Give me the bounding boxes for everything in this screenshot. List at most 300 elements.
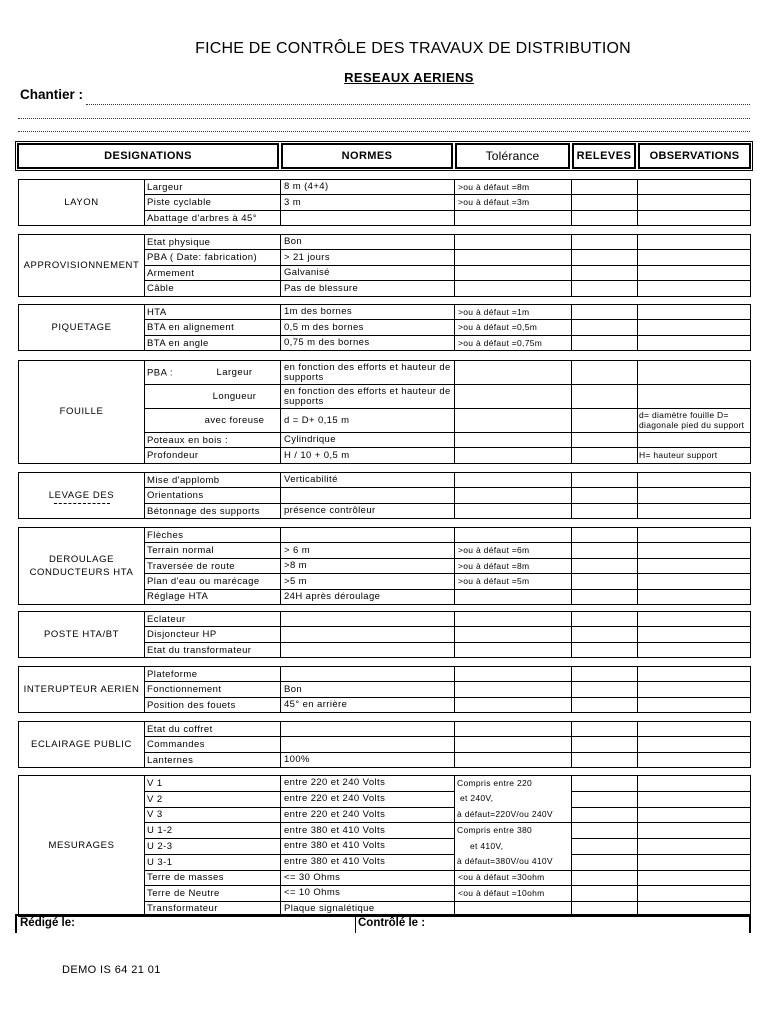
table-row <box>19 180 751 195</box>
tolerance-cell: >ou à défaut =0,5m <box>455 320 572 335</box>
normes-cell: Plaque signalétique <box>281 901 455 916</box>
section-label-mesurages <box>19 776 145 917</box>
releves-cell <box>572 320 638 335</box>
releves-cell <box>572 627 638 642</box>
normes-cell <box>281 737 455 752</box>
observations-cell <box>638 776 751 792</box>
designation-cell <box>145 574 281 589</box>
normes-cell: entre 220 et 240 Volts <box>281 776 455 792</box>
designation-text: PBA ( Date: fabrication) <box>147 252 258 264</box>
designation-text: Largeur <box>216 367 253 378</box>
observations-cell <box>638 697 751 712</box>
section-table-fouille <box>18 360 751 464</box>
designation-text: U 3-1 <box>147 856 173 868</box>
releves-cell <box>572 488 638 503</box>
tolerance-cell <box>455 361 572 385</box>
section-table-piquetage <box>18 304 751 351</box>
header-releves: RELEVES <box>572 143 636 169</box>
observations-cell <box>638 791 751 807</box>
observations-cell <box>638 839 751 855</box>
tolerance-cell <box>455 433 572 448</box>
tolerance-line: Compris entre 220 <box>457 778 533 788</box>
releves-cell <box>572 752 638 767</box>
normes-cell: Pas de blessure <box>281 281 455 296</box>
designation-cell <box>145 235 281 250</box>
tolerance-cell <box>455 682 572 697</box>
releves-cell <box>572 776 638 792</box>
section-label-poste-hta-bt <box>19 612 145 658</box>
designation-prefix: PBA : <box>147 367 174 378</box>
designation-cell <box>145 488 281 503</box>
releves-cell <box>572 433 638 448</box>
designation-cell <box>145 682 281 697</box>
releves-cell <box>572 737 638 752</box>
designation-text: Transformateur <box>147 903 218 915</box>
observations-cell <box>638 265 751 280</box>
tolerance-cell: >ou à défaut =1m <box>455 305 572 320</box>
tolerance-cell <box>455 488 572 503</box>
releves-cell <box>572 667 638 682</box>
observations-cell <box>638 558 751 573</box>
table-row <box>19 473 751 488</box>
normes-cell: > 6 m <box>281 543 455 558</box>
designation-text: Armement <box>147 267 195 279</box>
section-body <box>19 612 751 658</box>
releves-cell <box>572 543 638 558</box>
tolerance-cell <box>455 589 572 604</box>
normes-cell: <= 10 Ohms <box>281 886 455 901</box>
normes-cell <box>281 642 455 657</box>
table-row <box>19 612 751 627</box>
tolerance-cell: <ou à défaut =30ohm <box>455 870 572 885</box>
designation-cell <box>145 589 281 604</box>
normes-cell <box>281 488 455 503</box>
tolerance-cell <box>455 385 572 409</box>
section-label-interupteur-aerien <box>19 667 145 713</box>
designation-cell <box>145 752 281 767</box>
designation-cell <box>145 627 281 642</box>
normes-cell: en fonction des efforts et hauteur de supports <box>281 361 455 385</box>
normes-cell <box>281 528 455 543</box>
tolerance-cell <box>455 528 572 543</box>
section-table-eclairage-public <box>18 721 751 768</box>
redige-label: Rédigé le: <box>20 917 75 929</box>
section-table-poste-hta-bt <box>18 611 751 658</box>
normes-cell: 1m des bornes <box>281 305 455 320</box>
chantier-fill-line <box>86 104 750 105</box>
designation-text: U 2-3 <box>147 840 173 852</box>
observations-cell <box>638 305 751 320</box>
releves-cell <box>572 250 638 265</box>
designation-text: Etat du coffret <box>147 723 213 735</box>
header-designations: DESIGNATIONS <box>17 143 279 169</box>
designation-text: Abattage d'arbres à 45° <box>147 212 257 224</box>
designation-cell <box>145 667 281 682</box>
designation-cell <box>145 854 281 870</box>
tolerance-cell-merged <box>455 823 572 870</box>
designation-cell <box>145 210 281 225</box>
normes-cell: <= 30 Ohms <box>281 870 455 885</box>
designation-text: Fonctionnement <box>147 684 222 696</box>
releves-cell <box>572 807 638 823</box>
observations-cell <box>638 854 751 870</box>
designation-cell <box>145 503 281 518</box>
releves-cell <box>572 265 638 280</box>
observations-cell <box>638 543 751 558</box>
tolerance-cell <box>455 235 572 250</box>
designation-cell <box>145 473 281 488</box>
tolerance-cell <box>455 737 572 752</box>
footer-border-left <box>15 914 17 933</box>
section-label-piquetage <box>19 305 145 351</box>
section-table-interupteur-aerien <box>18 666 751 713</box>
observations-cell <box>638 210 751 225</box>
normes-cell: 3 m <box>281 195 455 210</box>
designation-cell <box>145 433 281 448</box>
designation-text: V 3 <box>147 809 163 821</box>
tolerance-cell <box>455 409 572 433</box>
tolerance-line: Compris entre 380 <box>457 825 533 836</box>
releves-cell <box>572 335 638 350</box>
section-table-layon <box>18 179 751 226</box>
designation-cell <box>145 791 281 807</box>
observations-cell <box>638 627 751 642</box>
designation-text: Bétonnage des supports <box>147 505 260 517</box>
releves-cell <box>572 361 638 385</box>
tolerance-cell: <ou à défaut =10ohm <box>455 886 572 901</box>
designation-cell <box>145 281 281 296</box>
tolerance-cell <box>455 627 572 642</box>
releves-cell <box>572 612 638 627</box>
observations-cell <box>638 488 751 503</box>
designation-text: Largeur <box>147 181 183 193</box>
observations-cell <box>638 385 751 409</box>
tolerance-cell <box>455 281 572 296</box>
designation-text: Disjoncteur HP <box>147 629 217 641</box>
designation-cell <box>145 722 281 737</box>
designation-cell <box>145 448 281 463</box>
releves-cell <box>572 305 638 320</box>
releves-cell <box>572 210 638 225</box>
tolerance-cell <box>455 503 572 518</box>
tolerance-line: à défaut=380V/ou 410V <box>457 856 553 867</box>
designation-cell <box>145 839 281 855</box>
tolerance-cell <box>455 612 572 627</box>
designation-cell <box>145 528 281 543</box>
section-label-line: ECLAIRAGE PUBLIC <box>31 739 132 751</box>
section-label-line: POSTE HTA/BT <box>43 629 120 641</box>
releves-cell <box>572 791 638 807</box>
observations-cell <box>638 361 751 385</box>
tolerance-cell <box>455 752 572 767</box>
section-label-line: INTERUPTEUR AERIEN <box>23 684 140 696</box>
observations-cell <box>638 642 751 657</box>
designation-cell <box>145 823 281 839</box>
designation-text: Piste cyclable <box>147 197 212 209</box>
designation-cell <box>145 320 281 335</box>
designation-text: Terrain normal <box>147 545 215 557</box>
releves-cell <box>572 682 638 697</box>
normes-cell <box>281 210 455 225</box>
tolerance-cell: >ou à défaut =8m <box>455 558 572 573</box>
normes-cell <box>281 667 455 682</box>
normes-cell: > 21 jours <box>281 250 455 265</box>
designation-text: Orientations <box>147 490 204 502</box>
designation-text: Mise d'applomb <box>147 474 220 486</box>
designation-text: Commandes <box>147 739 205 751</box>
designation-text: Lanternes <box>147 754 194 766</box>
normes-cell: entre 380 et 410 Volts <box>281 854 455 870</box>
releves-cell <box>572 574 638 589</box>
releves-cell <box>572 235 638 250</box>
section-label-fouille <box>19 361 145 464</box>
releves-cell <box>572 448 638 463</box>
section-label-layon <box>19 180 145 226</box>
section-label-eclairage-public <box>19 722 145 768</box>
section-body <box>19 722 751 768</box>
designation-text: HTA <box>147 306 167 318</box>
observations-cell <box>638 752 751 767</box>
normes-cell: d = D+ 0,15 m <box>281 409 455 433</box>
tolerance-cell <box>455 722 572 737</box>
section-table-approvisionnement <box>18 234 751 297</box>
designation-text: Poteaux en bois : <box>147 434 229 446</box>
releves-cell <box>572 473 638 488</box>
observations-cell <box>638 235 751 250</box>
designation-text: BTA en alignement <box>147 322 235 334</box>
observations-cell <box>638 320 751 335</box>
tolerance-cell: >ou à défaut =3m <box>455 195 572 210</box>
normes-cell: présence contrôleur <box>281 503 455 518</box>
section-label-line: MESURAGES <box>48 840 115 852</box>
document-title: FICHE DE CONTRÔLE DES TRAVAUX DE DISTRIBUTION <box>195 40 631 57</box>
designation-text: Etat du transformateur <box>147 644 252 656</box>
tolerance-cell <box>455 473 572 488</box>
releves-cell <box>572 642 638 657</box>
normes-cell: entre 220 et 240 Volts <box>281 807 455 823</box>
releves-cell <box>572 823 638 839</box>
normes-cell <box>281 612 455 627</box>
releves-cell <box>572 901 638 916</box>
document-subtitle: RESEAUX AERIENS <box>344 70 474 85</box>
observations-cell <box>638 886 751 901</box>
document-reference: DEMO IS 64 21 01 <box>62 964 161 976</box>
section-body <box>19 180 751 226</box>
releves-cell <box>572 528 638 543</box>
normes-cell <box>281 627 455 642</box>
observations-cell <box>638 823 751 839</box>
designation-cell <box>145 870 281 885</box>
designation-cell <box>145 697 281 712</box>
designation-text: Longueur <box>212 391 257 402</box>
releves-cell <box>572 870 638 885</box>
normes-cell: en fonction des efforts et hauteur de supports <box>281 385 455 409</box>
releves-cell <box>572 886 638 901</box>
observations-cell <box>638 589 751 604</box>
tolerance-line: et 410V, <box>470 840 504 851</box>
table-row <box>19 722 751 737</box>
designation-cell <box>145 195 281 210</box>
observations-cell <box>638 433 751 448</box>
observations-cell <box>638 574 751 589</box>
normes-cell: 0,75 m des bornes <box>281 335 455 350</box>
tolerance-cell: >ou à défaut =0,75m <box>455 335 572 350</box>
designation-cell <box>145 901 281 916</box>
observations-cell <box>638 901 751 916</box>
tolerance-cell <box>455 697 572 712</box>
designation-cell <box>145 409 281 433</box>
tolerance-cell: >ou à défaut =8m <box>455 180 572 195</box>
releves-cell <box>572 281 638 296</box>
observations-cell <box>638 722 751 737</box>
designation-text: Flèches <box>147 529 184 541</box>
section-label-line: LEVAGE DES <box>48 490 115 502</box>
tolerance-cell <box>455 901 572 916</box>
designation-text: U 1-2 <box>147 825 173 837</box>
releves-cell <box>572 385 638 409</box>
section-body <box>19 528 751 605</box>
tolerance-cell <box>455 667 572 682</box>
normes-cell: entre 380 et 410 Volts <box>281 823 455 839</box>
section-label-line: DEROULAGE <box>48 554 115 566</box>
observations-cell <box>638 195 751 210</box>
designation-text: Plan d'eau ou marécage <box>147 576 260 588</box>
designation-cell <box>145 807 281 823</box>
designation-cell <box>145 776 281 792</box>
table-row <box>19 361 751 385</box>
chantier-fill-line-3 <box>18 131 750 132</box>
tolerance-cell <box>455 265 572 280</box>
tolerance-cell: >ou à défaut =5m <box>455 574 572 589</box>
designation-text: BTA en angle <box>147 337 209 349</box>
normes-cell: entre 380 et 410 Volts <box>281 839 455 855</box>
designation-cell <box>145 642 281 657</box>
controle-label: Contrôlé le : <box>358 917 426 929</box>
normes-cell: 24H après déroulage <box>281 589 455 604</box>
header-normes: NORMES <box>281 143 453 169</box>
table-row <box>19 667 751 682</box>
normes-cell: 100% <box>281 752 455 767</box>
section-body <box>19 667 751 713</box>
releves-cell <box>572 854 638 870</box>
table-row <box>19 235 751 250</box>
tolerance-cell <box>455 642 572 657</box>
normes-cell: >8 m <box>281 558 455 573</box>
designation-text: Câble <box>147 283 175 295</box>
section-body <box>19 776 751 917</box>
section-table-mesurages <box>18 775 751 917</box>
normes-cell: Galvanisé <box>281 265 455 280</box>
observations-cell <box>638 281 751 296</box>
observations-cell: H= hauteur support <box>638 448 751 463</box>
releves-cell <box>572 722 638 737</box>
designation-cell <box>145 886 281 901</box>
normes-cell: >5 m <box>281 574 455 589</box>
observations-cell <box>638 180 751 195</box>
designation-text: Plateforme <box>147 668 198 680</box>
observations-cell <box>638 473 751 488</box>
table-row <box>19 305 751 320</box>
section-table-levage-des <box>18 472 751 519</box>
releves-cell <box>572 409 638 433</box>
table-row <box>19 528 751 543</box>
designation-text: Réglage HTA <box>147 591 209 603</box>
designation-text: avec foreuse <box>204 415 265 426</box>
designation-text: Position des fouets <box>147 699 236 711</box>
section-label-line: CONDUCTEURS HTA <box>29 567 134 579</box>
designation-cell <box>145 180 281 195</box>
header-tolerance: Tolérance <box>455 143 570 169</box>
observations-cell <box>638 807 751 823</box>
normes-cell: Bon <box>281 682 455 697</box>
designation-text: Etat physique <box>147 236 211 248</box>
designation-cell <box>145 250 281 265</box>
section-label-line: APPROVISIONNEMENT <box>23 259 140 271</box>
section-label-line: FOUILLE <box>59 406 104 418</box>
designation-cell <box>145 335 281 350</box>
observations-cell <box>638 667 751 682</box>
normes-cell: H / 10 + 0,5 m <box>281 448 455 463</box>
releves-cell <box>572 589 638 604</box>
releves-cell <box>572 839 638 855</box>
designation-text: V 2 <box>147 793 163 805</box>
observations-cell <box>638 528 751 543</box>
section-label-approvisionnement <box>19 235 145 297</box>
designation-text: V 1 <box>147 777 163 789</box>
designation-cell <box>145 385 281 409</box>
normes-cell: Cylindrique <box>281 433 455 448</box>
observations-cell <box>638 250 751 265</box>
observations-cell <box>638 870 751 885</box>
observations-cell <box>638 335 751 350</box>
section-label-line: LAYON <box>64 197 99 209</box>
designation-text: Terre de masses <box>147 872 224 884</box>
designation-cell <box>145 265 281 280</box>
tolerance-cell: >ou à défaut =6m <box>455 543 572 558</box>
tolerance-line: et 240V, <box>460 793 494 804</box>
section-body <box>19 361 751 464</box>
section-label-deroulage-conducteurs-hta <box>19 528 145 605</box>
releves-cell <box>572 558 638 573</box>
section-table-deroulage-conducteurs-hta <box>18 527 751 605</box>
observations-cell <box>638 612 751 627</box>
table-row <box>19 776 751 792</box>
releves-cell <box>572 503 638 518</box>
normes-cell: 45° en arrière <box>281 697 455 712</box>
tolerance-cell-merged <box>455 776 572 823</box>
observations-cell <box>638 503 751 518</box>
tolerance-line: à défaut=220V/ou 240V <box>457 808 553 819</box>
designation-cell <box>145 737 281 752</box>
column-header-row <box>15 141 753 171</box>
section-body <box>19 235 751 297</box>
designation-text: Eclateur <box>147 613 186 625</box>
designation-cell <box>145 558 281 573</box>
releves-cell <box>572 195 638 210</box>
designation-text: Terre de Neutre <box>147 887 220 899</box>
normes-cell: entre 220 et 240 Volts <box>281 791 455 807</box>
designation-cell <box>145 612 281 627</box>
observations-cell <box>638 737 751 752</box>
chantier-label: Chantier : <box>20 87 84 102</box>
section-label-levage-des <box>19 473 145 519</box>
observations-cell: d= diamètre fouille D= diagonale pied du support <box>638 409 751 433</box>
section-body <box>19 305 751 351</box>
normes-cell <box>281 722 455 737</box>
tolerance-cell <box>455 448 572 463</box>
normes-cell: Verticabilité <box>281 473 455 488</box>
section-body <box>19 473 751 519</box>
